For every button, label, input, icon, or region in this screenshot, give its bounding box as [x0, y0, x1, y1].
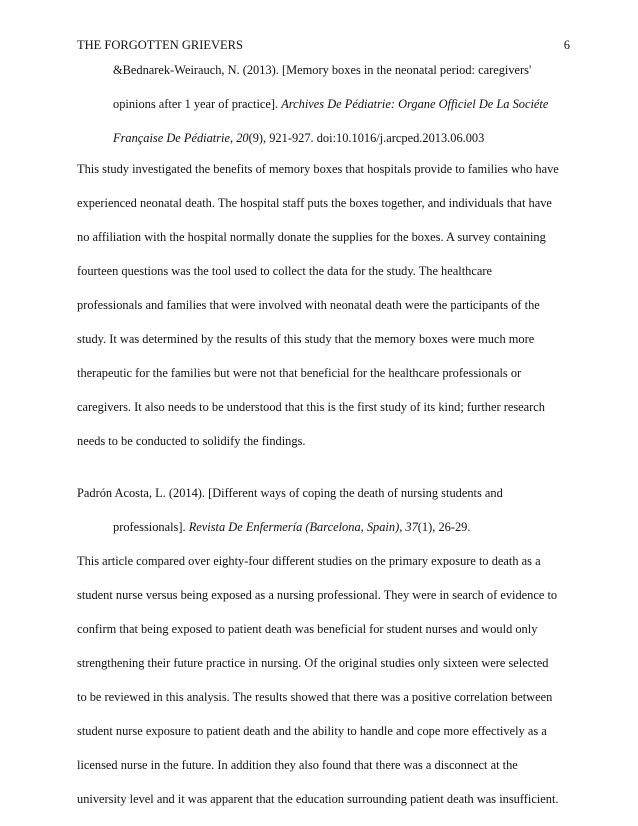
reference-2-line-2-text: professionals].: [113, 520, 189, 534]
summary-1-line: This study investigated the benefits of memory boxes that hospitals provide to families who have: [77, 162, 559, 176]
summary-2-line: student nurse exposure to patient death and the ability to handle and cope more effectively as a: [77, 724, 547, 738]
summary-2-line: licensed nurse in the future. In addition they also found that there was a disconnect at the: [77, 758, 518, 772]
summary-1-line: professionals and families that were involved with neonatal death were the participants of the: [77, 298, 540, 312]
reference-2-issue-pages: (1), 26-29.: [417, 520, 471, 534]
summary-1-line: therapeutic for the families but were not that beneficial for the healthcare professionals or: [77, 366, 522, 380]
reference-1-line-3: [113, 130, 484, 146]
summary-1-line: study. It was determined by the results of this study that the memory boxes were much more: [77, 332, 535, 346]
reference-1-issue-doi: (9), 921-927. doi:10.1016/j.arcped.2013.06.003: [248, 131, 485, 145]
journal-title-2: Revista De Enfermería (Barcelona, Spain): [188, 520, 400, 534]
summary-1-line: caregivers. It also needs to be understood that this is the first study of its kind; further research: [77, 400, 545, 414]
reference-1-sep: ,: [230, 131, 237, 145]
reference-1-line-1: &Bednarek-Weirauch, N. (2013). [Memory boxes in the neonatal period: caregivers': [113, 63, 532, 77]
journal-title-1-cont: Française De Pédiatrie: [113, 131, 230, 145]
summary-1-line: no affiliation with the hospital normally donate the supplies for the boxes. A survey containing: [77, 230, 546, 244]
reference-2-line-1: Padrón Acosta, L. (2014). [Different ways of coping the death of nursing students and: [77, 486, 503, 500]
summary-1-line: fourteen questions was the tool used to collect the data for the study. The healthcare: [77, 264, 492, 278]
volume-2: 37: [405, 520, 418, 534]
summary-2-line: student nurse versus being exposed as a nursing professional. They were in search of evidence to: [77, 588, 558, 602]
reference-1-line-2-text: opinions after 1 year of practice].: [113, 97, 282, 111]
summary-2-line: strengthening their future practice in nursing. Of the original studies only sixteen were selected: [77, 656, 549, 670]
summary-2-line: university level and it was apparent that the education surrounding patient death was insufficient.: [77, 792, 559, 806]
page-header: [77, 38, 570, 54]
page-number: 6: [563, 38, 570, 52]
summary-2-line: to be reviewed in this analysis. The results showed that there was a positive correlation between: [77, 690, 553, 704]
summary-2-line: confirm that being exposed to patient death was beneficial for student nurses and would only: [77, 622, 538, 636]
volume-1: 20: [236, 131, 249, 145]
reference-2-sep: ,: [399, 520, 406, 534]
reference-2-line-2: [113, 519, 470, 535]
running-head: THE FORGOTTEN GRIEVERS: [77, 38, 243, 52]
reference-1-line-2: [113, 96, 548, 112]
summary-1-line: needs to be conducted to solidify the findings.: [77, 434, 306, 448]
summary-1-line: experienced neonatal death. The hospital staff puts the boxes together, and individuals that have: [77, 196, 552, 210]
summary-2-line: This article compared over eighty-four different studies on the primary exposure to death as a: [77, 554, 541, 568]
journal-title-1: Archives De Pédiatrie: Organe Officiel De La Sociéte: [281, 97, 549, 111]
